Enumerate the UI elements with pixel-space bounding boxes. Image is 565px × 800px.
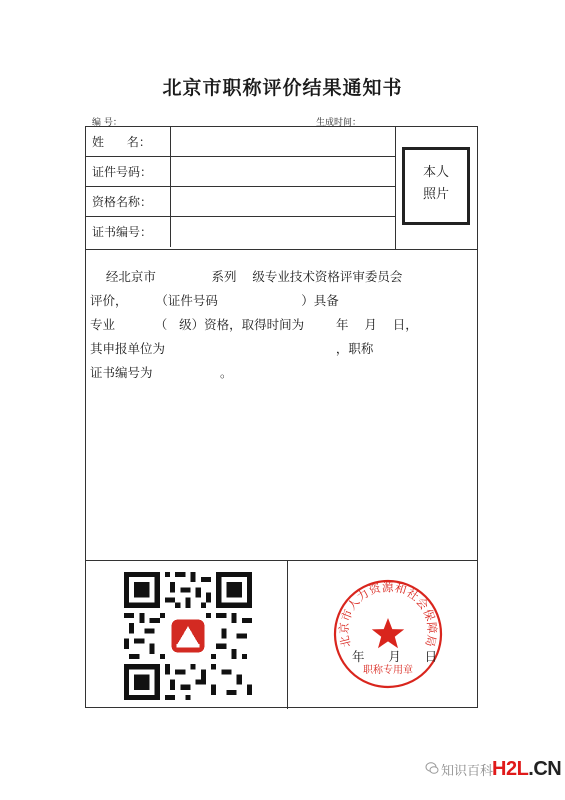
seal-arc-text: 北京市人力资源和社会保障局	[336, 579, 440, 649]
header-divider	[86, 249, 477, 250]
seal-bottom-text: 职称专用章	[363, 665, 413, 676]
official-seal	[332, 578, 444, 690]
body-line-4: 其申报单位为 ，职称	[90, 341, 374, 356]
watermark-text: 知识百科	[441, 764, 494, 779]
field-row-qualification	[86, 187, 395, 217]
field-label-qualification: 资格名称：	[86, 187, 171, 216]
field-row-certificate-number	[86, 217, 395, 247]
seal-star-icon	[372, 618, 404, 648]
logo-left: H2L	[492, 758, 529, 780]
wechat-icon	[425, 761, 439, 775]
body-line-2: 评价， （证件号码 ）具备	[90, 293, 339, 308]
field-value-id-number	[172, 157, 395, 186]
photo-placeholder	[402, 147, 470, 225]
h2l-logo	[492, 758, 561, 781]
notification-form	[85, 126, 478, 708]
verification-section	[86, 560, 477, 709]
field-value-qualification	[172, 187, 395, 216]
field-label-name: 姓 名：	[86, 127, 171, 156]
field-label-id-number: 证件号码：	[86, 157, 171, 186]
body-line-3: 专业 （ 级）资格，取得时间为 年 月 日，	[90, 317, 418, 332]
logo-right: .CN	[528, 758, 562, 780]
serial-number-label: 编 号：	[92, 118, 122, 128]
photo-column	[395, 127, 478, 249]
notice-body	[90, 265, 470, 385]
generated-time-label: 生成时间：	[316, 118, 362, 128]
field-value-name	[172, 127, 395, 156]
document-title: 北京市职称评价结果通知书	[162, 77, 403, 99]
body-line-5: 证书编号为 。	[90, 365, 233, 380]
field-value-certificate-number	[172, 217, 395, 247]
field-row-name	[86, 127, 395, 157]
body-line-1: 经北京市 系列 级专业技术资格评审委员会	[90, 269, 403, 284]
qr-code	[124, 572, 252, 700]
photo-label-line1: 本人	[422, 165, 449, 180]
photo-label-line2: 照片	[422, 187, 449, 202]
issue-date: 年 月 日	[352, 649, 438, 664]
field-row-id-number	[86, 157, 395, 187]
section-divider	[287, 561, 288, 709]
field-label-certificate-number: 证书编号：	[86, 217, 171, 247]
